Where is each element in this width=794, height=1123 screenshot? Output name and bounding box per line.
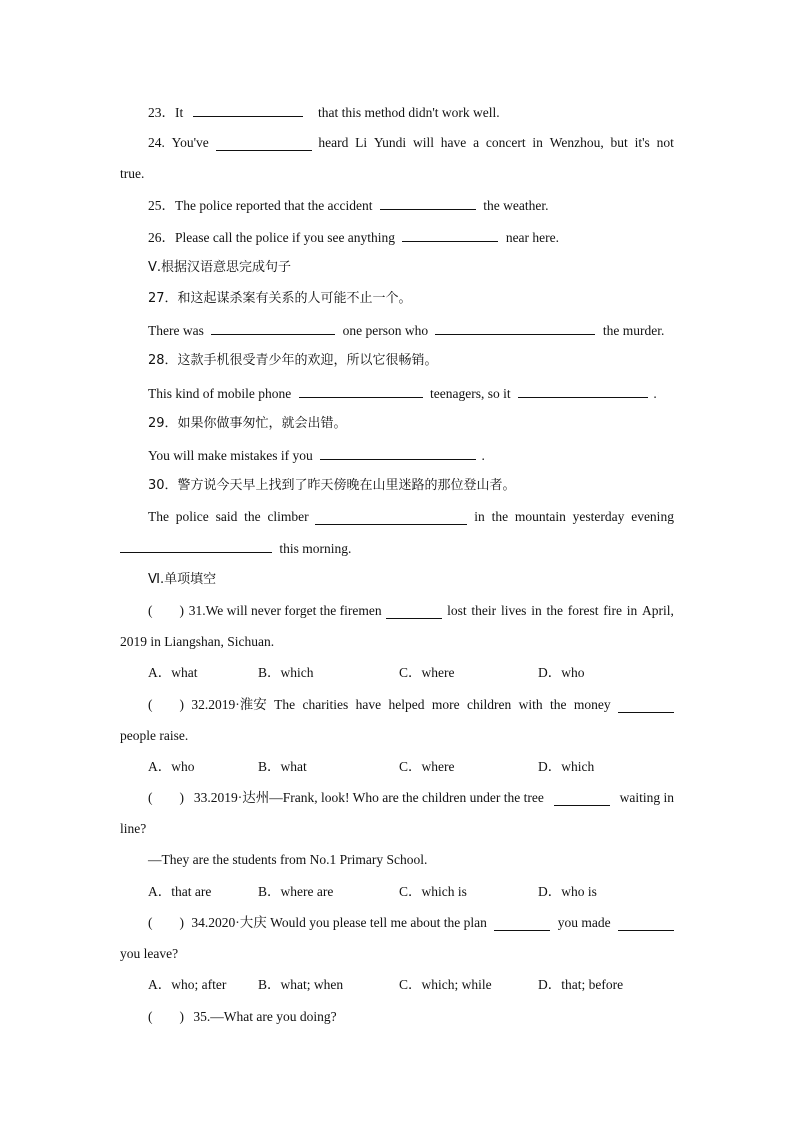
q24-blank[interactable]	[216, 136, 312, 151]
q26-blank[interactable]	[402, 227, 498, 242]
option-a[interactable]: A．that are	[148, 884, 212, 899]
q34-blank-2[interactable]	[618, 916, 674, 931]
q23-text-b: that this method didn't work well.	[318, 105, 500, 120]
option-d[interactable]: D．who	[538, 665, 585, 680]
option-a[interactable]: A．what	[148, 665, 198, 680]
q28-blank-1[interactable]	[299, 383, 423, 398]
q23	[0, 102, 794, 122]
q24-cont: true.	[120, 166, 145, 181]
q34-cont: you leave?	[120, 946, 179, 961]
option-d[interactable]: D．that; before	[538, 977, 624, 992]
q33-reply: —They are the students from No.1 Primary School.	[148, 852, 428, 867]
q23-blank[interactable]	[193, 102, 303, 117]
option-c[interactable]: C．which is	[399, 884, 467, 899]
answer-paren[interactable]: ( )	[148, 603, 184, 618]
option-b[interactable]: B．which	[258, 665, 314, 680]
q32: ( ) 32.2019·淮安 The charities have helped more children with the money	[0, 695, 794, 715]
q29: You will make mistakes if you .	[0, 445, 794, 465]
q28: This kind of mobile phone teenagers, so it .	[0, 383, 794, 403]
q33-blank[interactable]	[554, 791, 610, 806]
q27: There was one person who the murder.	[0, 320, 794, 340]
q30-blank-2[interactable]	[120, 538, 272, 553]
q32-cont: people raise.	[120, 728, 189, 743]
q30: The police said the climber in the mountain yesterday evening	[148, 509, 674, 524]
option-b[interactable]: B．where are	[258, 884, 334, 899]
q33-options	[0, 882, 794, 902]
q33: ( ) 33.2019·达州—Frank, look! Who are the children under the tree waiting in	[0, 788, 794, 808]
q32-blank[interactable]	[618, 698, 674, 713]
section-5-heading: Ⅴ.根据汉语意思完成句子	[148, 260, 292, 275]
q30-chinese: 30．警方说今天早上找到了昨天傍晚在山里迷路的那位登山者。	[148, 478, 516, 493]
q33-cont: line?	[120, 821, 147, 836]
q34-options	[0, 975, 794, 995]
q28-blank-2[interactable]	[518, 383, 648, 398]
option-a[interactable]: A．who; after	[148, 977, 227, 992]
q25: 25．The police reported that the accident the weather.	[0, 195, 794, 215]
q31-options	[0, 663, 794, 683]
section-6-heading: Ⅵ.单项填空	[148, 572, 217, 587]
q24-justified: 24. You've heard Li Yundi will have a concert in Wenzhou, but it's not	[148, 135, 674, 150]
answer-paren[interactable]: ( )	[148, 915, 184, 930]
q27-blank-2[interactable]	[435, 320, 595, 335]
q30-cont: this morning.	[0, 538, 794, 558]
q29-blank[interactable]	[320, 445, 476, 460]
q29-chinese: 29．如果你做事匆忙，就会出错。	[148, 416, 347, 431]
q28-chinese: 28．这款手机很受青少年的欢迎，所以它很畅销。	[148, 353, 438, 368]
q24	[0, 133, 794, 153]
option-b[interactable]: B．what; when	[258, 977, 344, 992]
answer-paren[interactable]: ( )	[148, 790, 184, 805]
q27-blank-1[interactable]	[211, 320, 335, 335]
option-d[interactable]: D．which	[538, 759, 595, 774]
option-c[interactable]: C．where	[399, 759, 455, 774]
q34-blank-1[interactable]	[494, 916, 550, 931]
q31-cont: 2019 in Liangshan, Sichuan.	[120, 634, 275, 649]
option-c[interactable]: C．which; while	[399, 977, 492, 992]
q32-options	[0, 757, 794, 777]
q25-blank[interactable]	[380, 195, 476, 210]
option-c[interactable]: C．where	[399, 665, 455, 680]
q31-blank[interactable]	[386, 604, 442, 619]
answer-paren[interactable]: ( )	[148, 1009, 184, 1024]
option-b[interactable]: B．what	[258, 759, 307, 774]
q30-blank-1[interactable]	[315, 510, 467, 525]
q23-text-a: 23．It	[148, 105, 184, 120]
q35: ( ) 35.—What are you doing?	[148, 1009, 337, 1024]
q34: ( ) 34.2020·大庆 Would you please tell me about the plan you made	[0, 913, 794, 933]
option-a[interactable]: A．who	[148, 759, 195, 774]
q31: ( ) 31.We will never forget the firemen lost their lives in the forest fire in April,	[0, 601, 794, 621]
option-d[interactable]: D．who is	[538, 884, 597, 899]
answer-paren[interactable]: ( )	[148, 697, 184, 712]
q26: 26．Please call the police if you see anything near here.	[0, 227, 794, 247]
q27-chinese: 27．和这起谋杀案有关系的人可能不止一个。	[148, 291, 412, 306]
